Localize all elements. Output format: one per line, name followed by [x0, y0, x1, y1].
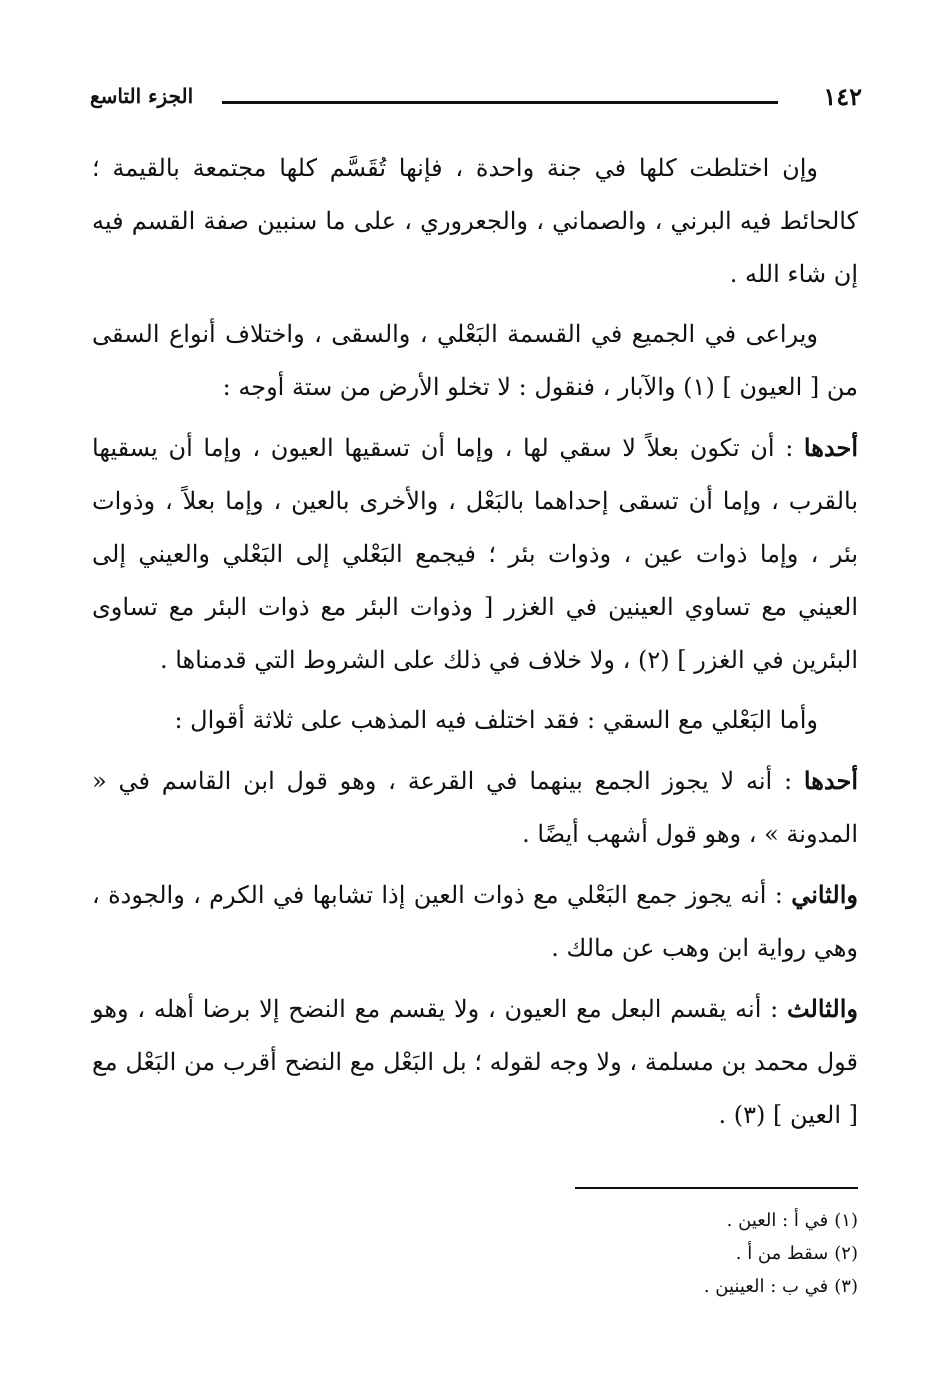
paragraph-text: وإن اختلطت كلها في جنة واحدة ، فإنها تُقَسَّم كلها مجتمعة بالقيمة ؛ كالحائط فيه البرني ، والصماني ، والجعروري ، على ما سنبين صفة القسم فيه إن شاء الله .	[92, 154, 859, 288]
running-title: الجزء التاسع	[90, 84, 194, 108]
footnote-mark: (٣)	[834, 1276, 858, 1297]
header-rule	[222, 101, 778, 104]
footnote-text: في ب : العينين .	[703, 1276, 829, 1297]
page-number: ١٤٢	[823, 82, 862, 111]
paragraph-text: : أن تكون بعلاً لا سقي لها ، وإما أن تسقيها العيون ، وإما أن يسقيها بالقرب ، وإما أن تسقى إحداهما بالبَعْل ، والأخرى بالعين ، وإما بعلاً ، وذوات بئر ، وإما ذوات عين ، وذوات بئر ؛ فيجمع البَعْلي إلى البَعْلي والعيني إلى العيني مع تساوي العينين في الغزر [ وذوات البئر مع ذوات البئر مع تساوى البئرين في الغزر ] (٢) ، ولا خلاف في ذلك على الشروط التي قدمناها .	[92, 434, 858, 674]
paragraph	[92, 982, 858, 1142]
paragraph-lead: أحدها	[803, 433, 858, 462]
paragraph-text: وأما البَعْلي مع السقي : فقد اختلف فيه المذهب على ثلاثة أقوال :	[174, 706, 818, 734]
paragraph-lead: والثالث	[786, 994, 858, 1023]
page-header	[90, 82, 862, 122]
footnote-text: في أ : العين .	[726, 1210, 829, 1231]
paragraph-text: : أنه لا يجوز الجمع بينهما في القرعة ، وهو قول ابن القاسم في « المدونة » ، وهو قول أشهب أيضًا .	[92, 767, 858, 848]
paragraph	[92, 421, 858, 687]
paragraph-text: : أنه يقسم البعل مع العيون ، ولا يقسم مع النضح إلا برضا أهله ، وهو قول محمد بن مسلمة ، ولا وجه لقوله ؛ بل البَعْل مع النضح أقرب من البَعْل مع [ العين ] (٣) .	[92, 995, 858, 1129]
footnote-separator	[575, 1187, 858, 1189]
footnotes	[458, 1204, 858, 1303]
paragraph-lead: والثاني	[791, 880, 858, 909]
paragraph	[92, 754, 858, 861]
main-text	[92, 142, 858, 1149]
footnote	[458, 1204, 858, 1237]
paragraph	[92, 868, 858, 975]
paragraph	[92, 694, 858, 747]
paragraph	[92, 308, 858, 414]
paragraph-text: ويراعى في الجميع في القسمة البَعْلي ، والسقى ، واختلاف أنواع السقى من [ العيون ] (١) والآبار ، فنقول : لا تخلو الأرض من ستة أوجه :	[92, 320, 858, 401]
footnote	[458, 1270, 858, 1303]
footnote-mark: (١)	[834, 1210, 858, 1231]
paragraph-text: : أنه يجوز جمع البَعْلي مع ذوات العين إذا تشابها في الكرم ، والجودة ، وهي رواية ابن وهب عن مالك .	[92, 881, 858, 962]
footnote-text: سقط من أ .	[735, 1243, 829, 1264]
paragraph	[92, 142, 858, 301]
footnote-mark: (٢)	[834, 1243, 858, 1264]
paragraph-lead: أحدها	[803, 766, 858, 795]
footnote	[458, 1237, 858, 1270]
